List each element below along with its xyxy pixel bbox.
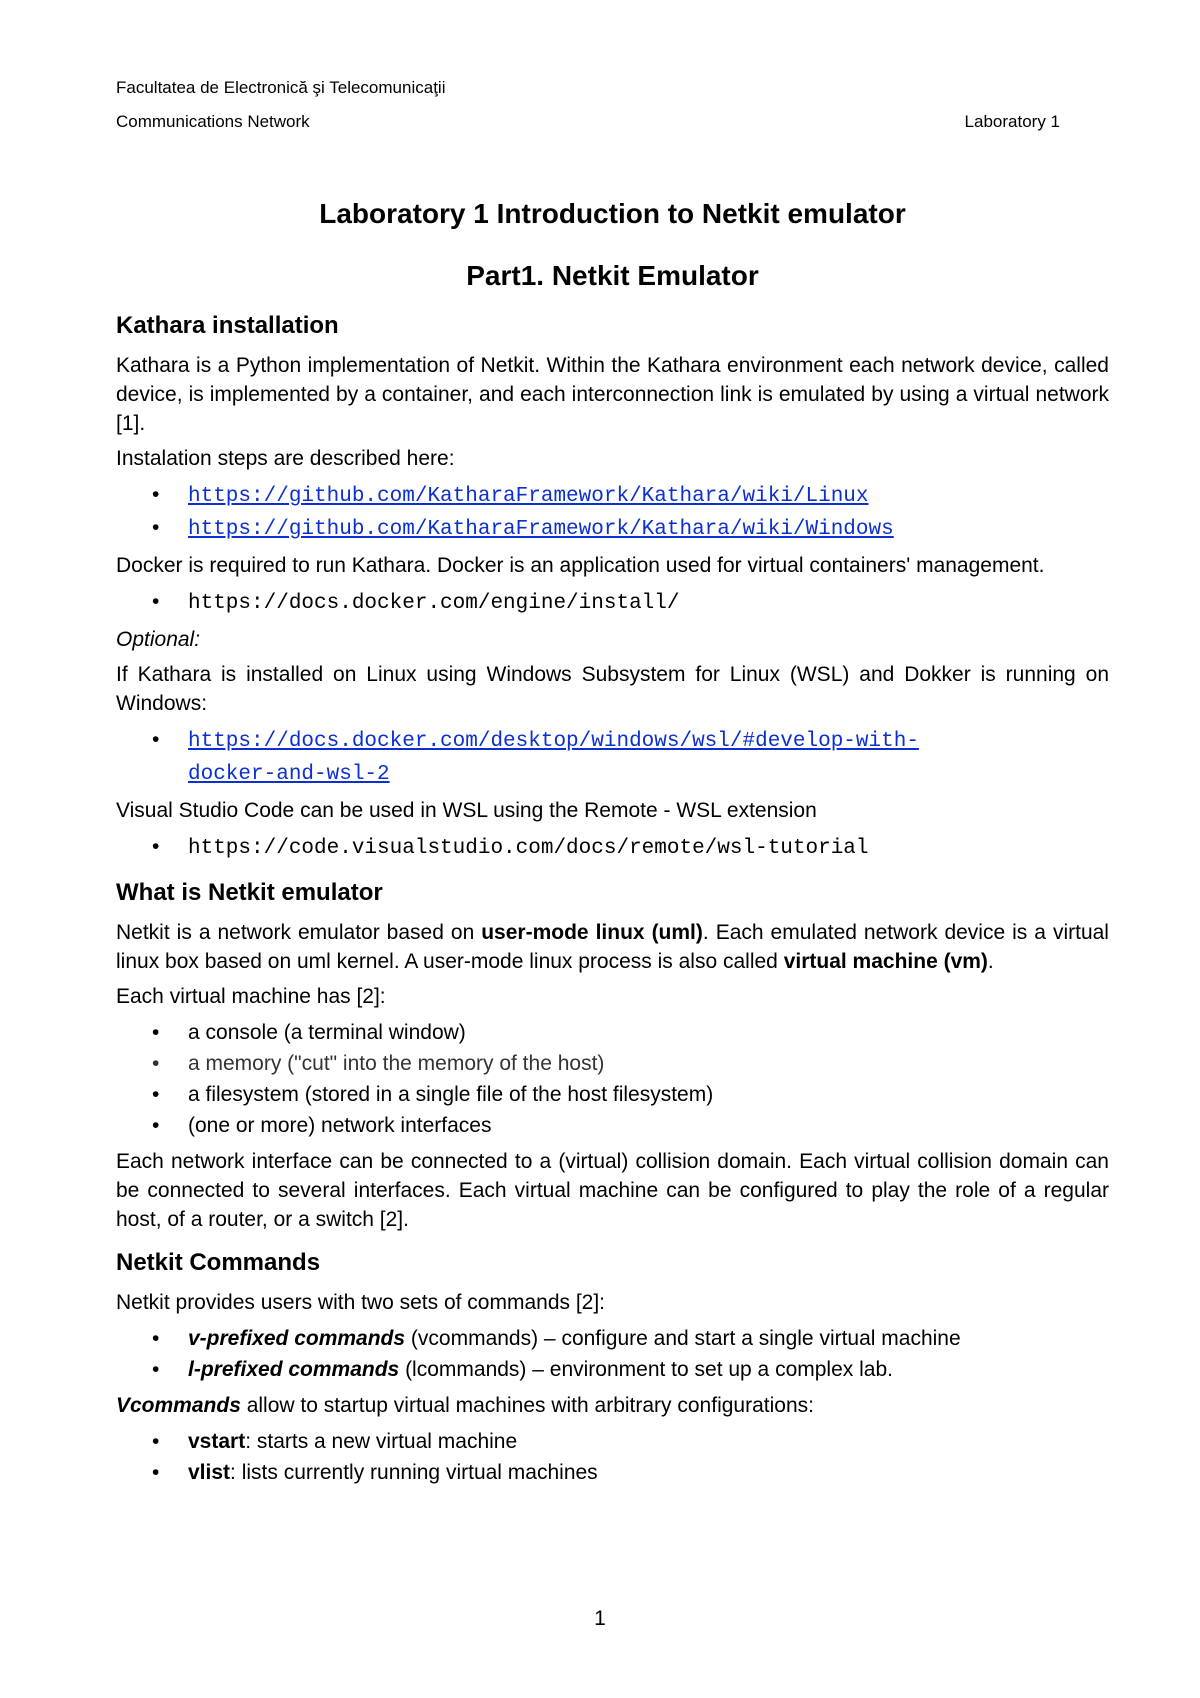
list-item [188,831,1109,864]
collision-domain-text: Each network interface can be connected to a (virtual) collision domain. Each virtual collision domain can be connected to several interfaces. Each virtual machine can be configured to play the role of a regular host, of a router, or a switch [2]. [116,1150,1109,1231]
command-sets-list [116,1323,1109,1385]
list-item: • l-prefixed commands (lcommands) – environment to set up a complex lab. [188,1354,1109,1385]
vm-has-label: Each virtual machine has [2]: [116,985,386,1008]
section-netkit-heading: What is Netkit emulator [116,879,383,906]
list-item [188,479,1109,512]
windows-install-link[interactable]: https://github.com/KatharaFramework/Kathara/wiki/Windows [188,518,894,541]
docker-install-url: https://docs.docker.com/engine/install/ [188,592,680,615]
docker-list [116,586,1109,619]
docker-text: Docker is required to run Kathara. Docker is an application used for virtual containers' management. [116,554,1045,577]
optional-label: Optional: [116,628,201,651]
vcommands-list [116,1426,1109,1488]
section-kathara-heading: Kathara installation [116,312,339,339]
list-item: • (one or more) network interfaces [188,1110,1109,1141]
header-faculty: Facultatea de Electronică şi Telecomunicaţii [116,78,446,97]
install-links-list [116,479,1109,545]
list-item: • vlist: lists currently running virtual machines [188,1457,1109,1488]
section-commands-heading: Netkit Commands [116,1249,321,1276]
list-item: • a filesystem (stored in a single file of the host filesystem) [188,1079,1109,1110]
list-item: • v-prefixed commands (vcommands) – configure and start a single virtual machine [188,1323,1109,1354]
install-steps-label: Instalation steps are described here: [116,447,455,470]
vm-features-list [116,1017,1109,1141]
wsl-list [116,724,1109,790]
page-title: Laboratory 1 Introduction to Netkit emulator [319,198,906,229]
list-item: • a console (a terminal window) [188,1017,1109,1048]
kathara-intro: Kathara is a Python implementation of Netkit. Within the Kathara environment each network device, called device, is implemented by a container, and each interconnection link is emulated by using a virtual network [1]. [116,354,1109,435]
list-item [188,512,1109,545]
linux-install-link[interactable]: https://github.com/KatharaFramework/Kathara/wiki/Linux [188,485,869,508]
wsl-text: If Kathara is installed on Linux using Windows Subsystem for Linux (WSL) and Dokker is running on Windows: [116,663,1109,715]
vcommands-text: Vcommands allow to startup virtual machines with arbitrary configurations: [116,1394,814,1417]
page-number: 1 [594,1607,606,1630]
page-content [116,195,1109,1494]
commands-intro: Netkit provides users with two sets of commands [2]: [116,1291,606,1314]
list-item [188,586,1109,619]
list-item: • a memory ("cut" into the memory of the host) [188,1048,1109,1079]
vscode-wsl-url: https://code.visualstudio.com/docs/remote/wsl-tutorial [188,837,869,860]
list-item [188,724,1109,790]
header-lab: Laboratory 1 [964,112,1060,131]
vscode-text: Visual Studio Code can be used in WSL using the Remote - WSL extension [116,799,817,822]
header-course: Communications Network [116,112,310,131]
vscode-list [116,831,1109,864]
list-item: • vstart: starts a new virtual machine [188,1426,1109,1457]
wsl-docker-link[interactable]: https://docs.docker.com/desktop/windows/wsl/#develop-with- docker-and-wsl-2 [188,730,919,786]
part-title: Part1. Netkit Emulator [466,260,759,291]
netkit-intro: Netkit is a network emulator based on user-mode linux (uml). Each emulated network device is a virtual linux box based on uml kernel. A user-mode linux process is also called virtual machine (vm). [116,921,1109,973]
